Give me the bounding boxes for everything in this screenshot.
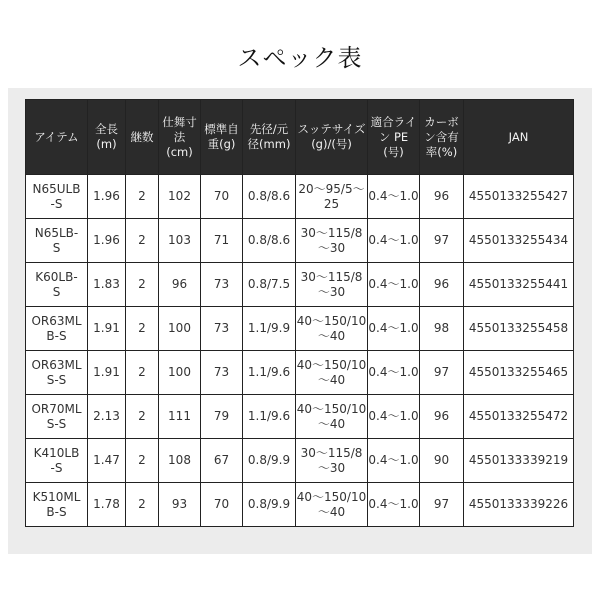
cell-pieces: 2: [126, 483, 159, 527]
header-closed-length: 仕舞寸 法 (cm): [159, 100, 201, 175]
header-jan: JAN: [464, 100, 574, 175]
cell-diameter: 1.1/9.6: [243, 351, 296, 395]
cell-item: OR70ML S-S: [26, 395, 88, 439]
header-diameter: 先径/元 径(mm): [243, 100, 296, 175]
cell-closed-length: 96: [159, 263, 201, 307]
cell-item: OR63ML B-S: [26, 307, 88, 351]
cell-length: 1.91: [88, 351, 126, 395]
cell-line-pe: 0.4〜1.0: [368, 263, 420, 307]
cell-closed-length: 108: [159, 439, 201, 483]
cell-line-pe: 0.4〜1.0: [368, 395, 420, 439]
cell-item: K60LB- S: [26, 263, 88, 307]
cell-carbon: 90: [420, 439, 464, 483]
cell-jan: 4550133255465: [464, 351, 574, 395]
cell-jan: 4550133255434: [464, 219, 574, 263]
cell-closed-length: 103: [159, 219, 201, 263]
header-line-pe: 適合ライ ン PE (号): [368, 100, 420, 175]
cell-jan: 4550133255441: [464, 263, 574, 307]
cell-item: OR63ML S-S: [26, 351, 88, 395]
cell-line-pe: 0.4〜1.0: [368, 307, 420, 351]
table-row: [26, 263, 574, 307]
cell-closed-length: 100: [159, 307, 201, 351]
cell-length: 1.96: [88, 175, 126, 219]
header-weight: 標準自 重(g): [201, 100, 243, 175]
cell-closed-length: 111: [159, 395, 201, 439]
header-row: [26, 100, 574, 175]
cell-carbon: 96: [420, 175, 464, 219]
cell-length: 1.47: [88, 439, 126, 483]
cell-line-pe: 0.4〜1.0: [368, 175, 420, 219]
cell-item: K410LB -S: [26, 439, 88, 483]
cell-diameter: 0.8/9.9: [243, 439, 296, 483]
cell-sutte-size: 40〜150/10 〜40: [296, 395, 368, 439]
cell-carbon: 98: [420, 307, 464, 351]
cell-weight: 73: [201, 307, 243, 351]
cell-jan: 4550133339219: [464, 439, 574, 483]
header-pieces: 継数: [126, 100, 159, 175]
cell-sutte-size: 40〜150/10 〜40: [296, 307, 368, 351]
table-row: [26, 219, 574, 263]
cell-carbon: 97: [420, 483, 464, 527]
table-row: [26, 483, 574, 527]
cell-diameter: 0.8/8.6: [243, 175, 296, 219]
cell-jan: 4550133255458: [464, 307, 574, 351]
table-row: [26, 307, 574, 351]
cell-sutte-size: 40〜150/10 〜40: [296, 483, 368, 527]
cell-diameter: 1.1/9.9: [243, 307, 296, 351]
header-sutte-size: スッテサイズ (g)/(号): [296, 100, 368, 175]
cell-sutte-size: 30〜115/8 〜30: [296, 219, 368, 263]
cell-carbon: 97: [420, 219, 464, 263]
table-row: [26, 439, 574, 483]
cell-length: 1.83: [88, 263, 126, 307]
cell-pieces: 2: [126, 351, 159, 395]
cell-item: K510ML B-S: [26, 483, 88, 527]
cell-line-pe: 0.4〜1.0: [368, 351, 420, 395]
cell-item: N65LB- S: [26, 219, 88, 263]
cell-pieces: 2: [126, 395, 159, 439]
cell-jan: 4550133339226: [464, 483, 574, 527]
cell-line-pe: 0.4〜1.0: [368, 219, 420, 263]
cell-diameter: 0.8/9.9: [243, 483, 296, 527]
cell-sutte-size: 20〜95/5〜 25: [296, 175, 368, 219]
cell-pieces: 2: [126, 219, 159, 263]
cell-line-pe: 0.4〜1.0: [368, 483, 420, 527]
cell-weight: 79: [201, 395, 243, 439]
cell-diameter: 0.8/7.5: [243, 263, 296, 307]
cell-pieces: 2: [126, 263, 159, 307]
header-carbon: カーボ ン含有 率(%): [420, 100, 464, 175]
cell-diameter: 0.8/8.6: [243, 219, 296, 263]
cell-carbon: 96: [420, 263, 464, 307]
table-row: [26, 175, 574, 219]
cell-carbon: 96: [420, 395, 464, 439]
cell-closed-length: 102: [159, 175, 201, 219]
cell-pieces: 2: [126, 307, 159, 351]
cell-weight: 73: [201, 351, 243, 395]
cell-carbon: 97: [420, 351, 464, 395]
spec-table: [25, 99, 574, 527]
cell-line-pe: 0.4〜1.0: [368, 439, 420, 483]
table-row: [26, 351, 574, 395]
cell-weight: 67: [201, 439, 243, 483]
cell-sutte-size: 40〜150/10 〜40: [296, 351, 368, 395]
cell-length: 1.91: [88, 307, 126, 351]
header-item: アイテム: [26, 100, 88, 175]
cell-weight: 71: [201, 219, 243, 263]
cell-jan: 4550133255472: [464, 395, 574, 439]
cell-closed-length: 93: [159, 483, 201, 527]
cell-jan: 4550133255427: [464, 175, 574, 219]
cell-weight: 70: [201, 483, 243, 527]
cell-pieces: 2: [126, 439, 159, 483]
cell-length: 1.96: [88, 219, 126, 263]
table-row: [26, 395, 574, 439]
cell-length: 1.78: [88, 483, 126, 527]
cell-weight: 73: [201, 263, 243, 307]
cell-pieces: 2: [126, 175, 159, 219]
cell-length: 2.13: [88, 395, 126, 439]
cell-sutte-size: 30〜115/8 〜30: [296, 263, 368, 307]
cell-item: N65ULB -S: [26, 175, 88, 219]
page-title: スペック表: [237, 44, 363, 72]
cell-sutte-size: 30〜115/8 〜30: [296, 439, 368, 483]
cell-closed-length: 100: [159, 351, 201, 395]
cell-weight: 70: [201, 175, 243, 219]
header-length: 全長 (m): [88, 100, 126, 175]
cell-diameter: 1.1/9.6: [243, 395, 296, 439]
